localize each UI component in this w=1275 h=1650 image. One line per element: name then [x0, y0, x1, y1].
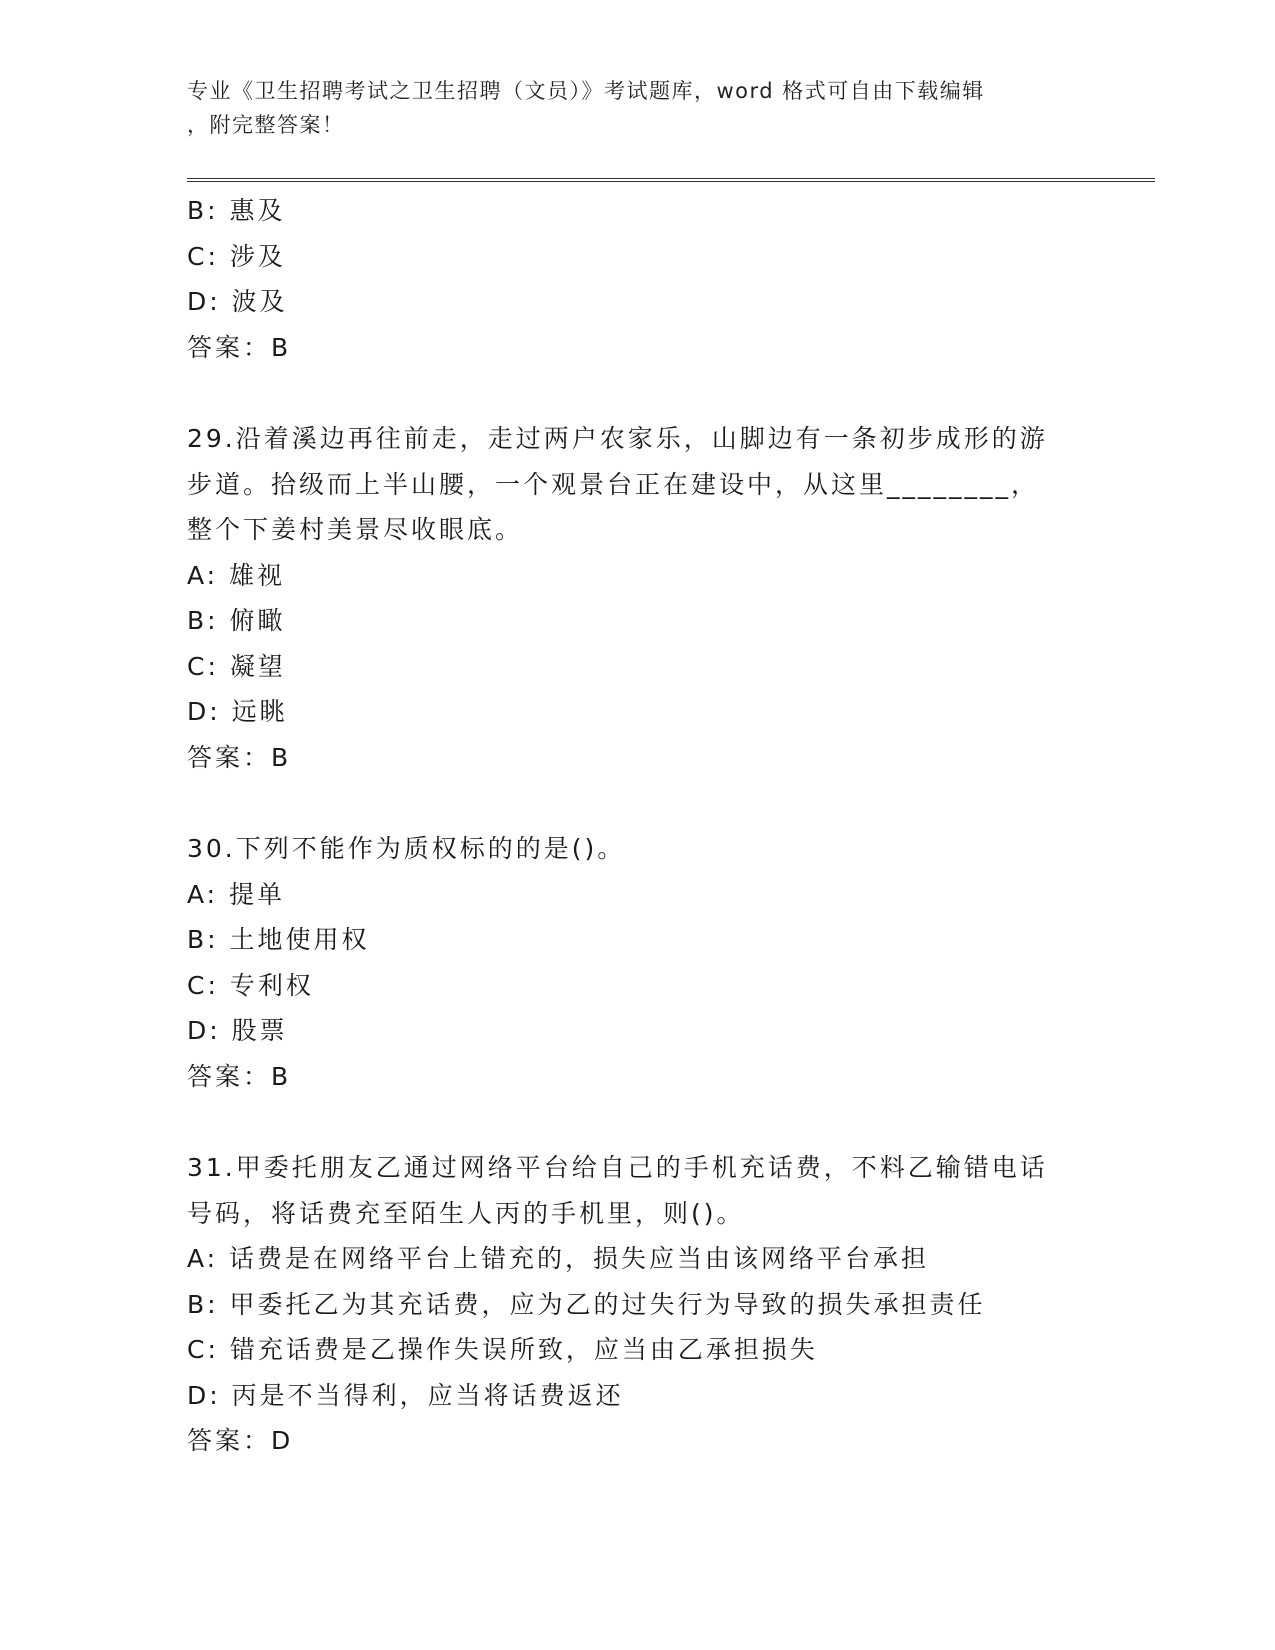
question-31 — [187, 1145, 1087, 1464]
document-header — [187, 74, 1067, 142]
answer-line: 答案：B — [187, 1061, 292, 1091]
option-d: D: 股票 — [187, 1016, 288, 1045]
option-a: A: 提单 — [187, 879, 286, 909]
option-b: B: 俯瞰 — [187, 606, 286, 635]
question-stem: 31.甲委托朋友乙通过网络平台给自己的手机充话费，不料乙输错电话 — [187, 1153, 1048, 1182]
option-d: D: 远眺 — [187, 697, 288, 726]
option-a: A: 话费是在网络平台上错充的，损失应当由该网络平台承担 — [187, 1244, 930, 1273]
question-stem: 29.沿着溪边再往前走，走过两户农家乐，山脚边有一条初步成形的游 — [187, 424, 1048, 453]
question-stem: 整个下姜村美景尽收眼底。 — [187, 515, 524, 544]
option-c: C: 涉及 — [187, 241, 286, 271]
answer-line: 答案：B — [187, 332, 292, 362]
option-a: A: 雄视 — [187, 560, 286, 590]
answer-line: 答案：D — [187, 1426, 294, 1455]
question-30 — [187, 826, 1087, 1099]
spacer — [187, 780, 1087, 826]
question-stem: 步道。拾级而上半山腰，一个观景台正在建设中，从这里________， — [187, 469, 1040, 499]
header-divider — [187, 178, 1155, 182]
option-b: B: 土地使用权 — [187, 925, 370, 954]
option-b: B: 惠及 — [187, 196, 286, 225]
option-b: B: 甲委托乙为其充话费，应为乙的过失行为导致的损失承担责任 — [187, 1289, 986, 1319]
spacer — [187, 1099, 1087, 1145]
option-d: D: 波及 — [187, 287, 288, 316]
option-c: C: 错充话费是乙操作失误所致，应当由乙承担损失 — [187, 1335, 818, 1364]
question-list — [187, 188, 1087, 1464]
question-28-partial — [187, 188, 1087, 370]
header-line-2: ，附完整答案！ — [187, 113, 345, 137]
header-line-1: 专业《卫生招聘考试之卫生招聘（文员）》考试题库，word 格式可自由下载编辑 — [187, 79, 985, 103]
spacer — [187, 370, 1087, 416]
option-c: C: 专利权 — [187, 970, 314, 1000]
question-stem: 30.下列不能作为质权标的的是()。 — [187, 834, 626, 863]
answer-line: 答案：B — [187, 742, 292, 772]
option-d: D: 丙是不当得利，应当将话费返还 — [187, 1380, 624, 1410]
option-c: C: 凝望 — [187, 651, 286, 681]
question-29 — [187, 416, 1087, 780]
question-stem: 号码，将话费充至陌生人丙的手机里，则()。 — [187, 1198, 745, 1228]
